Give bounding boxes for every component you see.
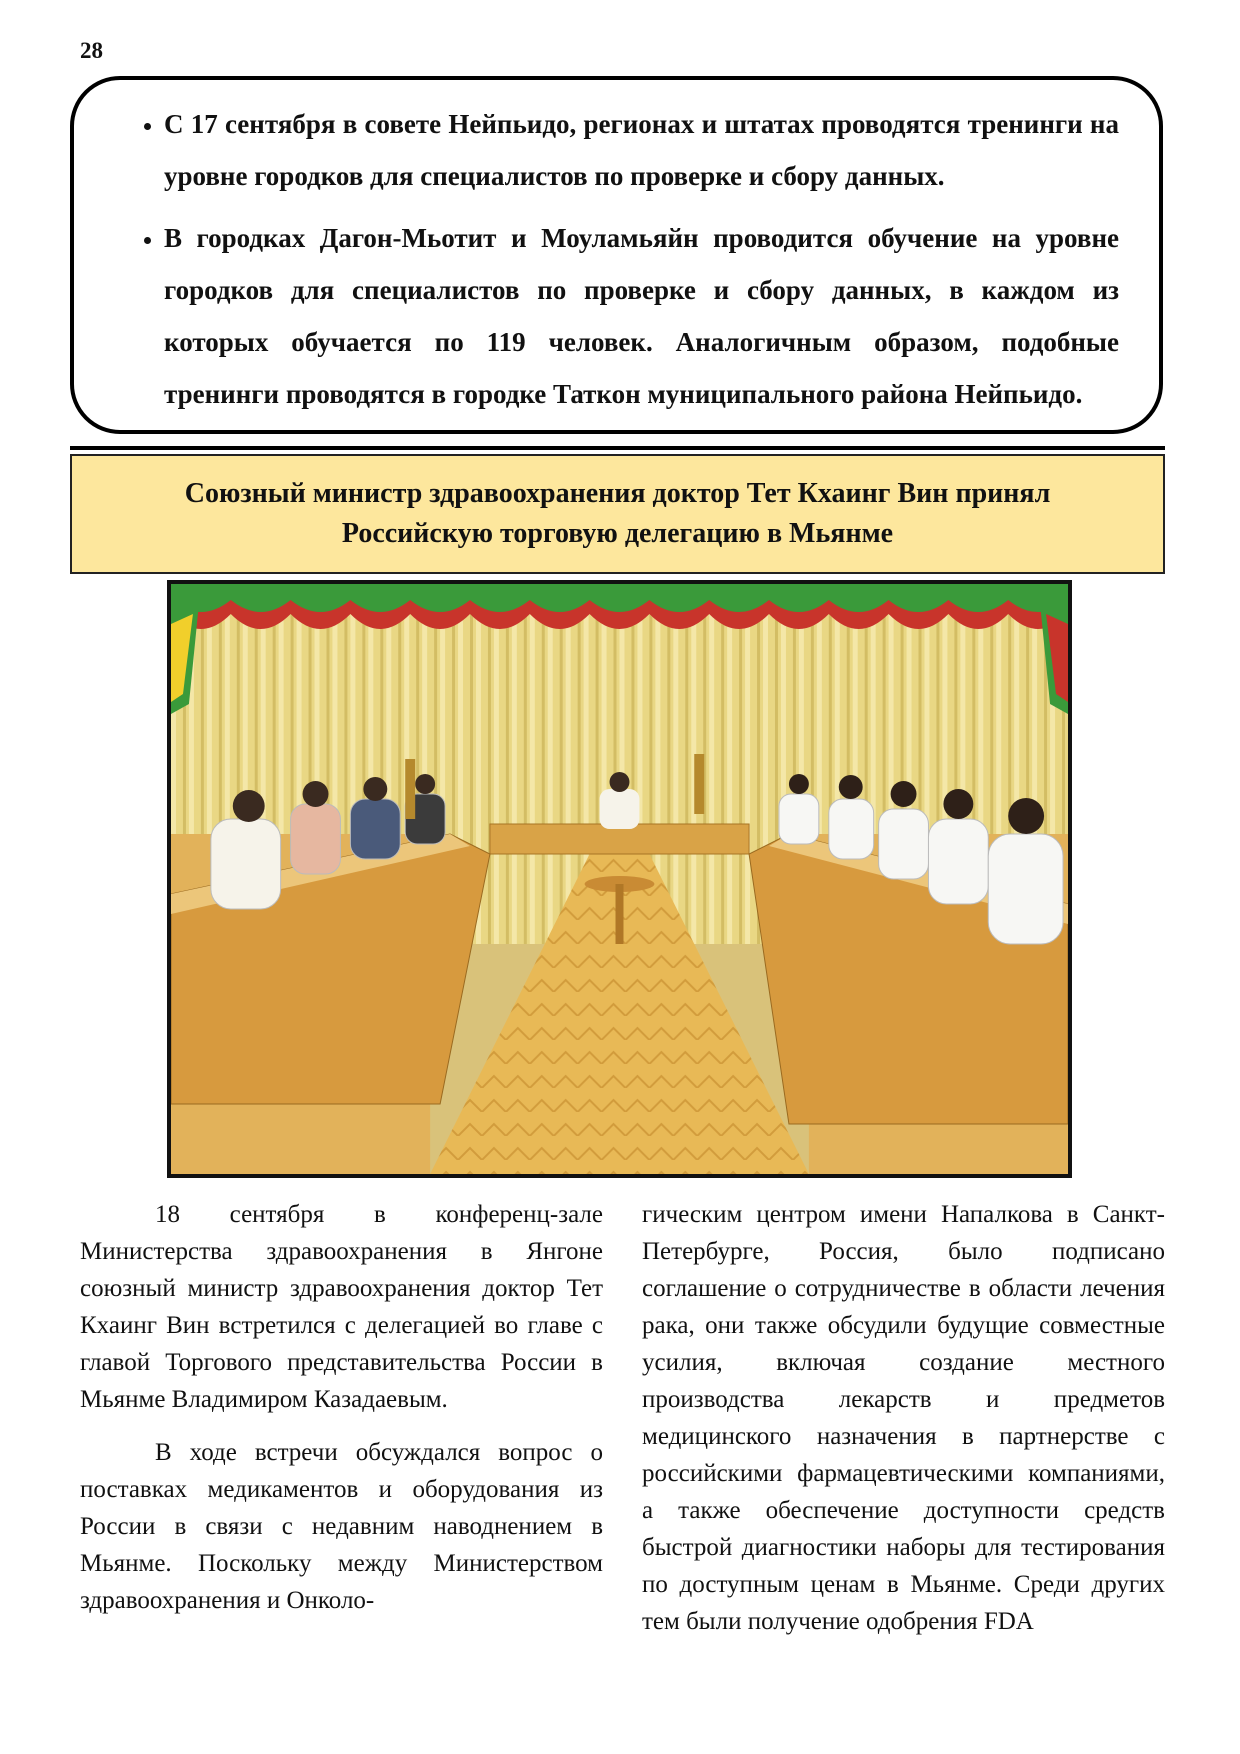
headline-top-rule [70, 446, 1165, 450]
article-paragraph: В ходе встречи обсуждался вопрос о поставках медикаментов и оборудования из России в связи с недавним наводнением в Мьянме. Поскольку между Министерством здравоохранения и Онколо- [80, 1439, 603, 1614]
article-title-line-2: Российскую торговую делегацию в Мьянме [341, 518, 894, 549]
minister [600, 789, 640, 829]
statue-right [694, 754, 704, 814]
article-column-left [80, 1196, 603, 1635]
article-title [155, 474, 1081, 554]
meeting-photo [167, 580, 1072, 1178]
notice-item: • В городках Дагон-Мьотит и Моуламьяйн проводится обучение на уровне городков для специалистов по проверке и сбору данных, в каждом из которых обучается по 119 человек. Аналогичным образом, подобные тренинги проводятся в городке Таткон муниципального района Нейпьидо. [164, 212, 1119, 420]
article-paragraph: гическим центром имени Напалкова в Санкт-Петербурге, Россия, было подписано соглашение о сотрудничестве в области лечения рака, они также обсудили будущие совместные усилия, включая создание местного производства лекарств и предметов медицинского назначения в партнерстве с российскими фармацевтическими компаниями, а также обеспечение доступности средств быстрой диагностики наборы для тестирования по доступным ценам в Мьянме. Среди других тем были получение одобрения FDA [642, 1201, 1165, 1635]
minister-head [610, 772, 630, 792]
article-paragraph: 18 сентября в конференц-зале Министерства здравоохранения в Янгоне союзный министр здравоохранения доктор Тет Кхаинг Вин встретился с делегацией во главе с главой Торгового представительства России в Мьянме Владимиром Казадаевым. [80, 1201, 603, 1413]
page-number: 28 [80, 38, 103, 63]
article-column-right [642, 1196, 1165, 1656]
valance-green [171, 584, 1068, 612]
center-table-leg [616, 884, 624, 944]
notice-list [114, 98, 1119, 420]
notice-item: • С 17 сентября в совете Нейпьидо, регионах и штатах проводятся тренинги на уровне городков для специалистов по проверке и сбору данных. [164, 98, 1119, 202]
headline-box [70, 454, 1165, 574]
notice-box [70, 76, 1163, 434]
meeting-photo-illustration [171, 584, 1068, 1174]
statue-left [405, 759, 415, 819]
article-title-line-1: Союзный министр здравоохранения доктор Тет Кхаинг Вин принял [184, 478, 1051, 509]
